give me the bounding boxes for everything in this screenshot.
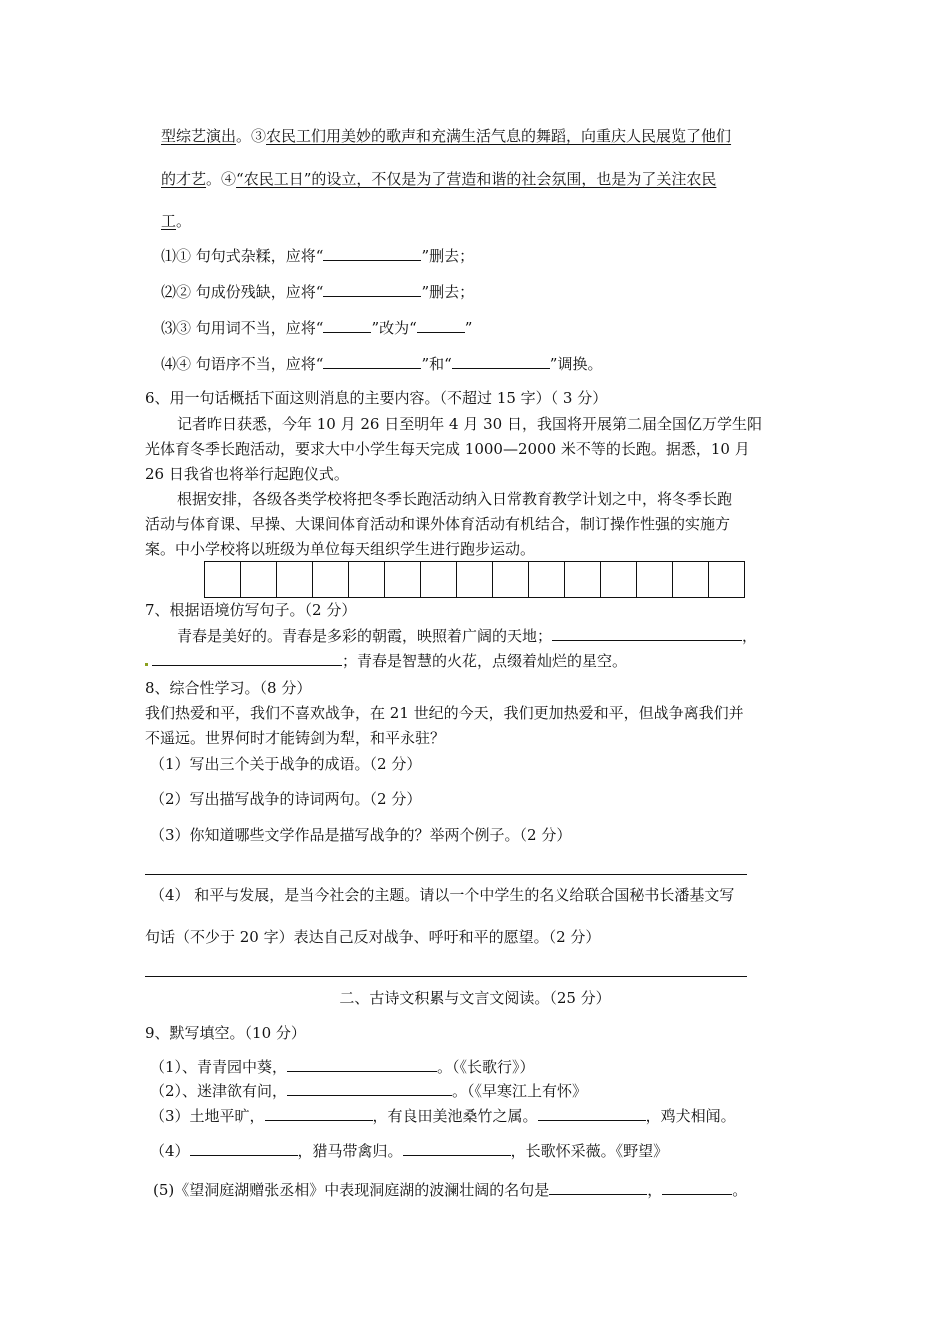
q5-sub-4-mid: ”和“: [421, 355, 452, 373]
q5-line-3: [161, 211, 191, 231]
q6-para-2-line-2: 活动与体育课、早操、大课间体育活动和课外体育活动有机结合，制订操作性强的实施方: [145, 515, 731, 533]
q5-sentence-3: 农民工们用美妙的歌声和充满生活气息的舞蹈，向重庆人民展览了他们: [266, 127, 732, 145]
mark-dot: [145, 663, 148, 666]
q9-item-3-mid: ，有良田美池桑竹之属。: [372, 1107, 538, 1125]
q7-line-2-text: ；青春是智慧的火花，点缀着灿烂的星空。: [342, 652, 628, 670]
q5-sub-4-text: ⑷④ 句语序不当，应将“: [161, 355, 324, 373]
q9-item-4-end: ，长歌怀采薇。《野望》: [510, 1142, 669, 1160]
answer-blank[interactable]: [152, 651, 342, 666]
answer-blank[interactable]: [452, 354, 550, 369]
answer-cell[interactable]: [241, 562, 277, 597]
q9-item-4-mid: ，猎马带禽归。: [297, 1142, 403, 1160]
q5-sub-2-text: ⑵② 句成份残缺，应将“: [161, 283, 324, 301]
q5-sentence-2-tail: 型综艺演出: [161, 127, 237, 145]
q9-title: 9、默写填空。（10 分）: [145, 1024, 306, 1042]
q8-sub-1: （1）写出三个关于战争的成语。（2 分）: [150, 755, 422, 773]
q5-line-1: [161, 126, 731, 146]
q5-sub-3-text: ⑶③ 句用词不当，应将“: [161, 319, 324, 337]
q5-sub-4: [161, 354, 602, 374]
q6-para-2-line-3: 案。中小学校将以班级为单位每天组织学生进行跑步运动。: [145, 540, 536, 558]
q5-sentence-4: “农民工日”的设立，不仅是为了营造和谐的社会氛围，也是为了关注农民: [236, 170, 717, 188]
answer-blank[interactable]: [549, 1180, 647, 1195]
q9-item-2-text: （2）、迷津欲有问，: [150, 1082, 288, 1100]
answer-blank[interactable]: [265, 1106, 373, 1121]
q5-period: 。: [176, 212, 192, 230]
q5-marker-3: 。③: [236, 127, 267, 145]
q5-sub-1-end: ”删去；: [421, 247, 475, 265]
q9-item-5: [153, 1180, 747, 1200]
q5-sub-4-end: ”调换。: [549, 355, 603, 373]
q5-sub-1: [161, 246, 474, 266]
answer-cell[interactable]: [673, 562, 709, 597]
answer-blank[interactable]: [323, 282, 421, 297]
q9-item-3-text: （3）土地平旷，: [150, 1107, 265, 1125]
q9-item-2-source: 。（《早寒江上有怀》: [452, 1082, 588, 1100]
answer-blank[interactable]: [190, 1141, 298, 1156]
q9-item-1-text: （1）、青青园中葵，: [150, 1058, 288, 1076]
section-heading: 二、古诗文积累与文言文阅读。（25 分）: [339, 989, 611, 1007]
q5-sub-2-end: ”删去；: [421, 283, 475, 301]
q9-item-4: [150, 1141, 668, 1161]
answer-grid[interactable]: [204, 561, 745, 598]
q5-sub-2: [161, 282, 474, 302]
q8-intro-line-1: 我们热爱和平，我们不喜欢战争，在 21 世纪的今天，我们更加热爱和平，但战争离我们并: [145, 704, 744, 722]
q9-item-3: [150, 1106, 736, 1126]
answer-blank[interactable]: [538, 1106, 646, 1121]
answer-cell[interactable]: [601, 562, 637, 597]
q9-item-2: [150, 1081, 587, 1101]
answer-cell[interactable]: [205, 562, 241, 597]
q8-intro-line-2: 不遥远。世界何时才能铸剑为犁，和平永驻？: [145, 729, 446, 747]
answer-line[interactable]: [145, 976, 747, 977]
answer-blank[interactable]: [323, 246, 421, 261]
answer-blank[interactable]: [323, 354, 421, 369]
q5-sentence-3-tail: 的才艺: [161, 170, 207, 188]
q6-para-2-line-1: 根据安排，各级各类学校将把冬季长跑活动纳入日常教育教学计划之中，将冬季长跑: [177, 490, 733, 508]
q8-sub-4-line-2: 句话（不少于 20 字）表达自己反对战争、呼吁和平的愿望。（2 分）: [145, 928, 601, 946]
answer-cell[interactable]: [493, 562, 529, 597]
q7-line-2: [145, 651, 627, 671]
q5-sub-3: [161, 318, 472, 338]
q9-item-5-end: 。: [732, 1181, 748, 1199]
answer-blank[interactable]: [403, 1141, 511, 1156]
q5-line-2: [161, 169, 716, 189]
answer-cell[interactable]: [709, 562, 744, 597]
answer-cell[interactable]: [313, 562, 349, 597]
q5-marker-4: 。④: [206, 170, 237, 188]
q6-para-1-line-1: 记者昨日获悉，今年 10 月 26 日至明年 4 月 30 日，我国将开展第二届全国亿万学生阳: [177, 415, 762, 433]
q5-sub-3-mid: ”改为“: [371, 319, 417, 337]
q9-item-1-source: 。（《长歌行》）: [437, 1058, 535, 1076]
answer-cell[interactable]: [277, 562, 313, 597]
q9-item-5-text: (5)《望洞庭湖赠张丞相》中表现洞庭湖的波澜壮阔的名句是: [153, 1181, 550, 1199]
answer-line[interactable]: [145, 874, 747, 875]
q6-para-1-line-2: 光体育冬季长跑活动，要求大中小学生每天完成 1000—2000 米不等的长跑。据悉，10 月: [145, 440, 750, 458]
q8-title: 8、综合性学习。（8 分）: [145, 679, 312, 697]
q5-sub-1-text: ⑴① 句句式杂糅，应将“: [161, 247, 324, 265]
q7-line-1: [177, 626, 757, 646]
answer-cell[interactable]: [385, 562, 421, 597]
q9-item-5-mid: ，: [647, 1181, 663, 1199]
q9-item-4-text: （4）: [150, 1142, 190, 1160]
q8-sub-2: （2）写出描写战争的诗词两句。（2 分）: [150, 790, 422, 808]
answer-cell[interactable]: [565, 562, 601, 597]
q6-para-1-line-3: 26 日我省也将举行起跑仪式。: [145, 465, 349, 483]
q7-line-1-text: 青春是美好的。青春是多彩的朝霞，映照着广阔的天地；: [177, 627, 553, 645]
answer-cell[interactable]: [457, 562, 493, 597]
answer-blank[interactable]: [287, 1081, 452, 1096]
answer-blank[interactable]: [417, 318, 465, 333]
q9-item-3-end: ，鸡犬相闻。: [645, 1107, 736, 1125]
q5-sub-3-end: ”: [464, 319, 473, 337]
q9-item-1: [150, 1057, 535, 1077]
q8-sub-3: （3）你知道哪些文学作品是描写战争的？举两个例子。（2 分）: [150, 826, 572, 844]
q7-line-1-end: ，: [742, 627, 758, 645]
answer-blank[interactable]: [323, 318, 371, 333]
q8-sub-4-line-1: （4） 和平与发展，是当今社会的主题。请以一个中学生的名义给联合国秘书长潘基文写: [150, 886, 735, 904]
answer-cell[interactable]: [421, 562, 457, 597]
answer-blank[interactable]: [552, 626, 742, 641]
q5-sentence-4-tail: 工: [161, 212, 177, 230]
answer-cell[interactable]: [637, 562, 673, 597]
q6-title: 6、用一句话概括下面这则消息的主要内容。（不超过 15 字）（ 3 分）: [145, 389, 608, 407]
answer-blank[interactable]: [287, 1057, 437, 1072]
answer-blank[interactable]: [662, 1180, 732, 1195]
q7-title: 7、根据语境仿写句子。（2 分）: [145, 601, 357, 619]
answer-cell[interactable]: [529, 562, 565, 597]
answer-cell[interactable]: [349, 562, 385, 597]
